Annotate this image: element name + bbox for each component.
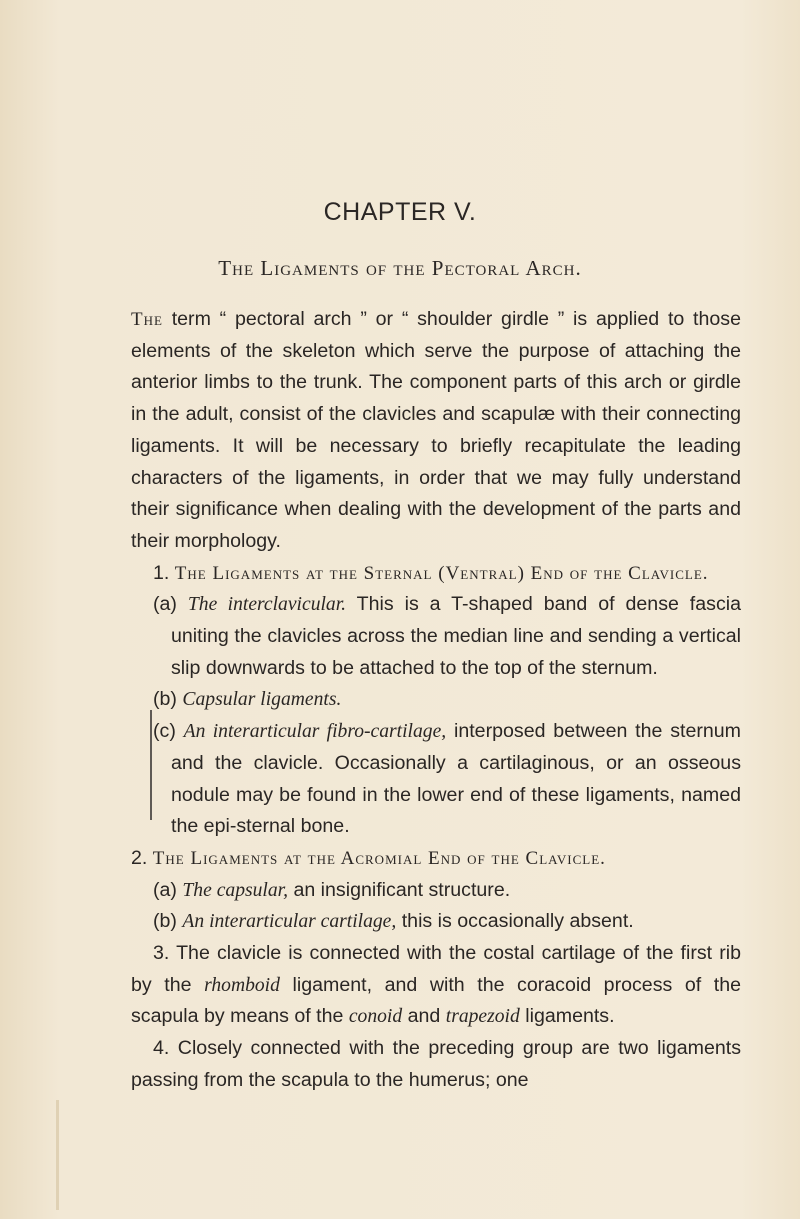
item-title: The capsular, [182,879,288,901]
item-text: this is occasionally absent. [396,910,634,933]
section-3-text: ligament, and with the coracoid process of the scapula by means of the [131,973,741,1028]
section-1-heading [131,558,741,590]
section-3-text: and [402,1005,446,1028]
section-3-paragraph [131,938,741,1033]
section-2-item-a [131,875,741,907]
section-3-text: The clavicle is connected with the costal cartilage of the first rib by the [131,942,741,996]
section-1-title: The Ligaments at the Sternal (Ventral) End of the Clavicle. [174,562,709,584]
section-2-number: 2. [131,846,148,869]
section-2-heading [131,843,741,875]
page-edge-shadow [56,1100,59,1210]
section-1-item-c [131,716,741,843]
section-1-item-b [131,684,741,716]
section-2-title: The Ligaments at the Acromial End of the Clavicle. [152,847,606,869]
section-1-number: 1. [153,561,170,584]
chapter-title: The Ligaments of the Pectoral Arch. [218,256,582,280]
section-1-item-a [131,589,741,684]
section-4-number: 4. [153,1037,170,1060]
body-text [131,304,741,1097]
intro-text: term “ pectoral arch ” or “ shoulder girdle ” is applied to those elements of the skeleton which serve the purpose of attaching the anterior limbs to the trunk. The component parts of this arch or girdle in the adult, consist of the clavicles and scapulæ with their connecting ligaments. It will be necessary to briefly recapitulate the leading characters of the ligaments, in order that we may fully understand their significance when dealing with the development of the parts and their morphology. [131,308,741,552]
section-2-item-b [131,906,741,938]
term-trapezoid: trapezoid [445,1006,520,1028]
item-label: (c) [153,720,176,743]
item-label: (b) [153,688,177,711]
intro-paragraph [131,304,741,558]
item-text: interposed between the sternum and the clavicle. Occasionally a cartilaginous, or an osseous nodule may be found in the lower end of these ligaments, named the epi-sternal bone. [171,720,742,838]
item-title: An interarticular fibro-cartilage, [183,721,447,743]
item-label: (a) [153,878,177,901]
item-label: (b) [153,910,177,933]
item-text: This is a T-shaped band of dense fascia uniting the clavicles across the median line and sending a vertical slip downwards to be attached to the top of the sternum. [171,593,741,679]
section-4-paragraph [131,1033,741,1096]
intro-lead: The [131,309,163,330]
term-rhomboid: rhomboid [204,974,280,996]
section-4-text: Closely connected with the preceding group are two ligaments passing from the scapula to the humerus; one [131,1037,741,1091]
margin-rule [150,710,152,820]
item-label: (a) [153,593,177,616]
chapter-heading: CHAPTER V. [323,198,477,226]
section-3-text: ligaments. [519,1005,615,1028]
term-conoid: conoid [348,1006,403,1028]
item-title: An interarticular cartilage, [182,911,397,933]
section-3-number: 3. [153,942,170,965]
item-text: an insignificant structure. [288,878,511,901]
item-title: The interclavicular. [187,594,347,616]
item-title: Capsular ligaments. [182,689,342,711]
